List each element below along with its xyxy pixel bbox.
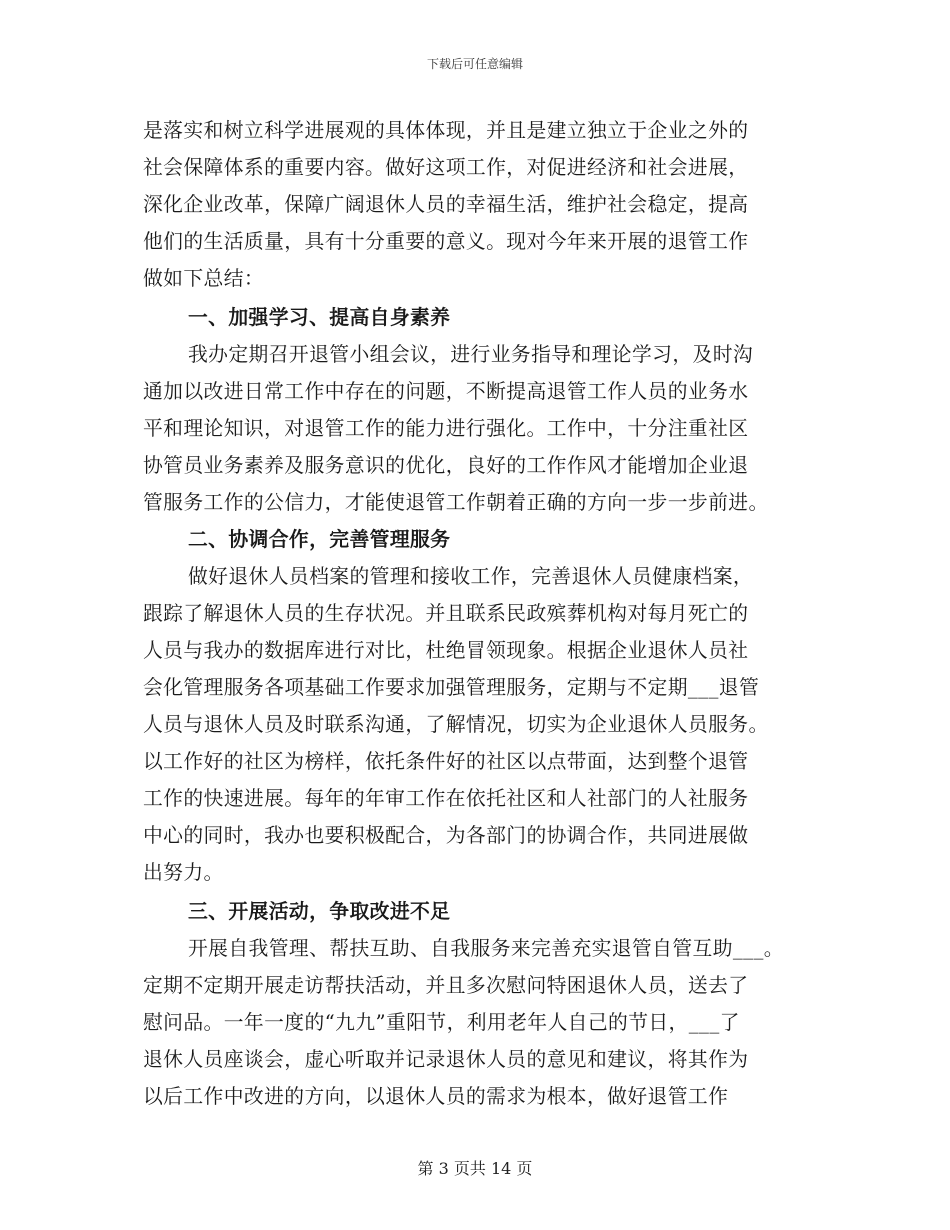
paragraph-line: 中心的同时，我办也要积极配合，为各部门的协调合作，共同进展做 <box>143 824 749 847</box>
paragraph-line: 退休人员座谈会，虚心听取并记录退休人员的意见和建议，将其作为 <box>143 1048 749 1071</box>
section-heading-1: 一、加强学习、提高自身素养 <box>188 305 451 329</box>
paragraph-line: 平和理论知识，对退管工作的能力进行强化。工作中，十分注重社区 <box>143 417 749 440</box>
section-heading-3: 三、开展活动，争取改进不足 <box>188 899 451 923</box>
paragraph-line: 开展自我管理、帮扶互助、自我服务来完善充实退管自管互助___。 <box>188 937 784 960</box>
paragraph-line: 人员与退休人员及时联系沟通，了解情况，切实为企业退休人员服务。 <box>143 713 769 736</box>
paragraph-line: 以后工作中改进的方向，以退休人员的需求为根本，做好退管工作 <box>143 1085 729 1108</box>
paragraph-line: 工作的快速进展。每年的年审工作在依托社区和人社部门的人社服务 <box>143 787 749 810</box>
paragraph-line: 社会保障体系的重要内容。做好这项工作，对促进经济和社会进展， <box>143 156 749 179</box>
paragraph-line: 做好退休人员档案的管理和接收工作，完善退休人员健康档案， <box>188 565 754 588</box>
paragraph-line: 我办定期召开退管小组会议，进行业务指导和理论学习，及时沟 <box>188 343 754 366</box>
paragraph-line: 定期不定期开展走访帮扶活动，并且多次慰问特困退休人员，送去了 <box>143 974 749 997</box>
paragraph-line: 他们的生活质量，具有十分重要的意义。现对今年来开展的退管工作 <box>143 230 749 253</box>
paragraph-line: 深化企业改革，保障广阔退休人员的幸福生活，维护社会稳定，提高 <box>143 193 749 216</box>
paragraph-line: 通加以改进日常工作中存在的问题，不断提高退管工作人员的业务水 <box>143 380 749 403</box>
page-number: 第 3 页共 14 页 <box>417 1159 533 1178</box>
paragraph-line: 跟踪了解退休人员的生存状况。并且联系民政殡葬机构对每月死亡的 <box>143 602 749 625</box>
section-heading-2: 二、协调合作，完善管理服务 <box>188 527 451 551</box>
page-header: 下载后可任意编辑 <box>426 57 523 71</box>
paragraph-line: 以工作好的社区为榜样，依托条件好的社区以点带面，达到整个退管 <box>143 750 749 773</box>
paragraph-line: 是落实和树立科学进展观的具体体现，并且是建立独立于企业之外的 <box>143 119 749 142</box>
paragraph-line: 做如下总结： <box>143 267 265 290</box>
paragraph-line: 慰问品。一年一度的“九九”重阳节，利用老年人自己的节日，___了 <box>143 1011 740 1034</box>
paragraph-line: 出努力。 <box>143 861 224 884</box>
paragraph-line: 人员与我办的数据库进行对比，杜绝冒领现象。根据企业退休人员社 <box>143 639 749 662</box>
paragraph-line: 管服务工作的公信力，才能使退管工作朝着正确的方向一步一步前进。 <box>143 491 769 514</box>
paragraph-line: 会化管理服务各项基础工作要求加强管理服务，定期与不定期___退管 <box>143 676 760 699</box>
document-body <box>143 112 833 1115</box>
paragraph-line: 协管员业务素养及服务意识的优化，良好的工作作风才能增加企业退 <box>143 454 749 477</box>
